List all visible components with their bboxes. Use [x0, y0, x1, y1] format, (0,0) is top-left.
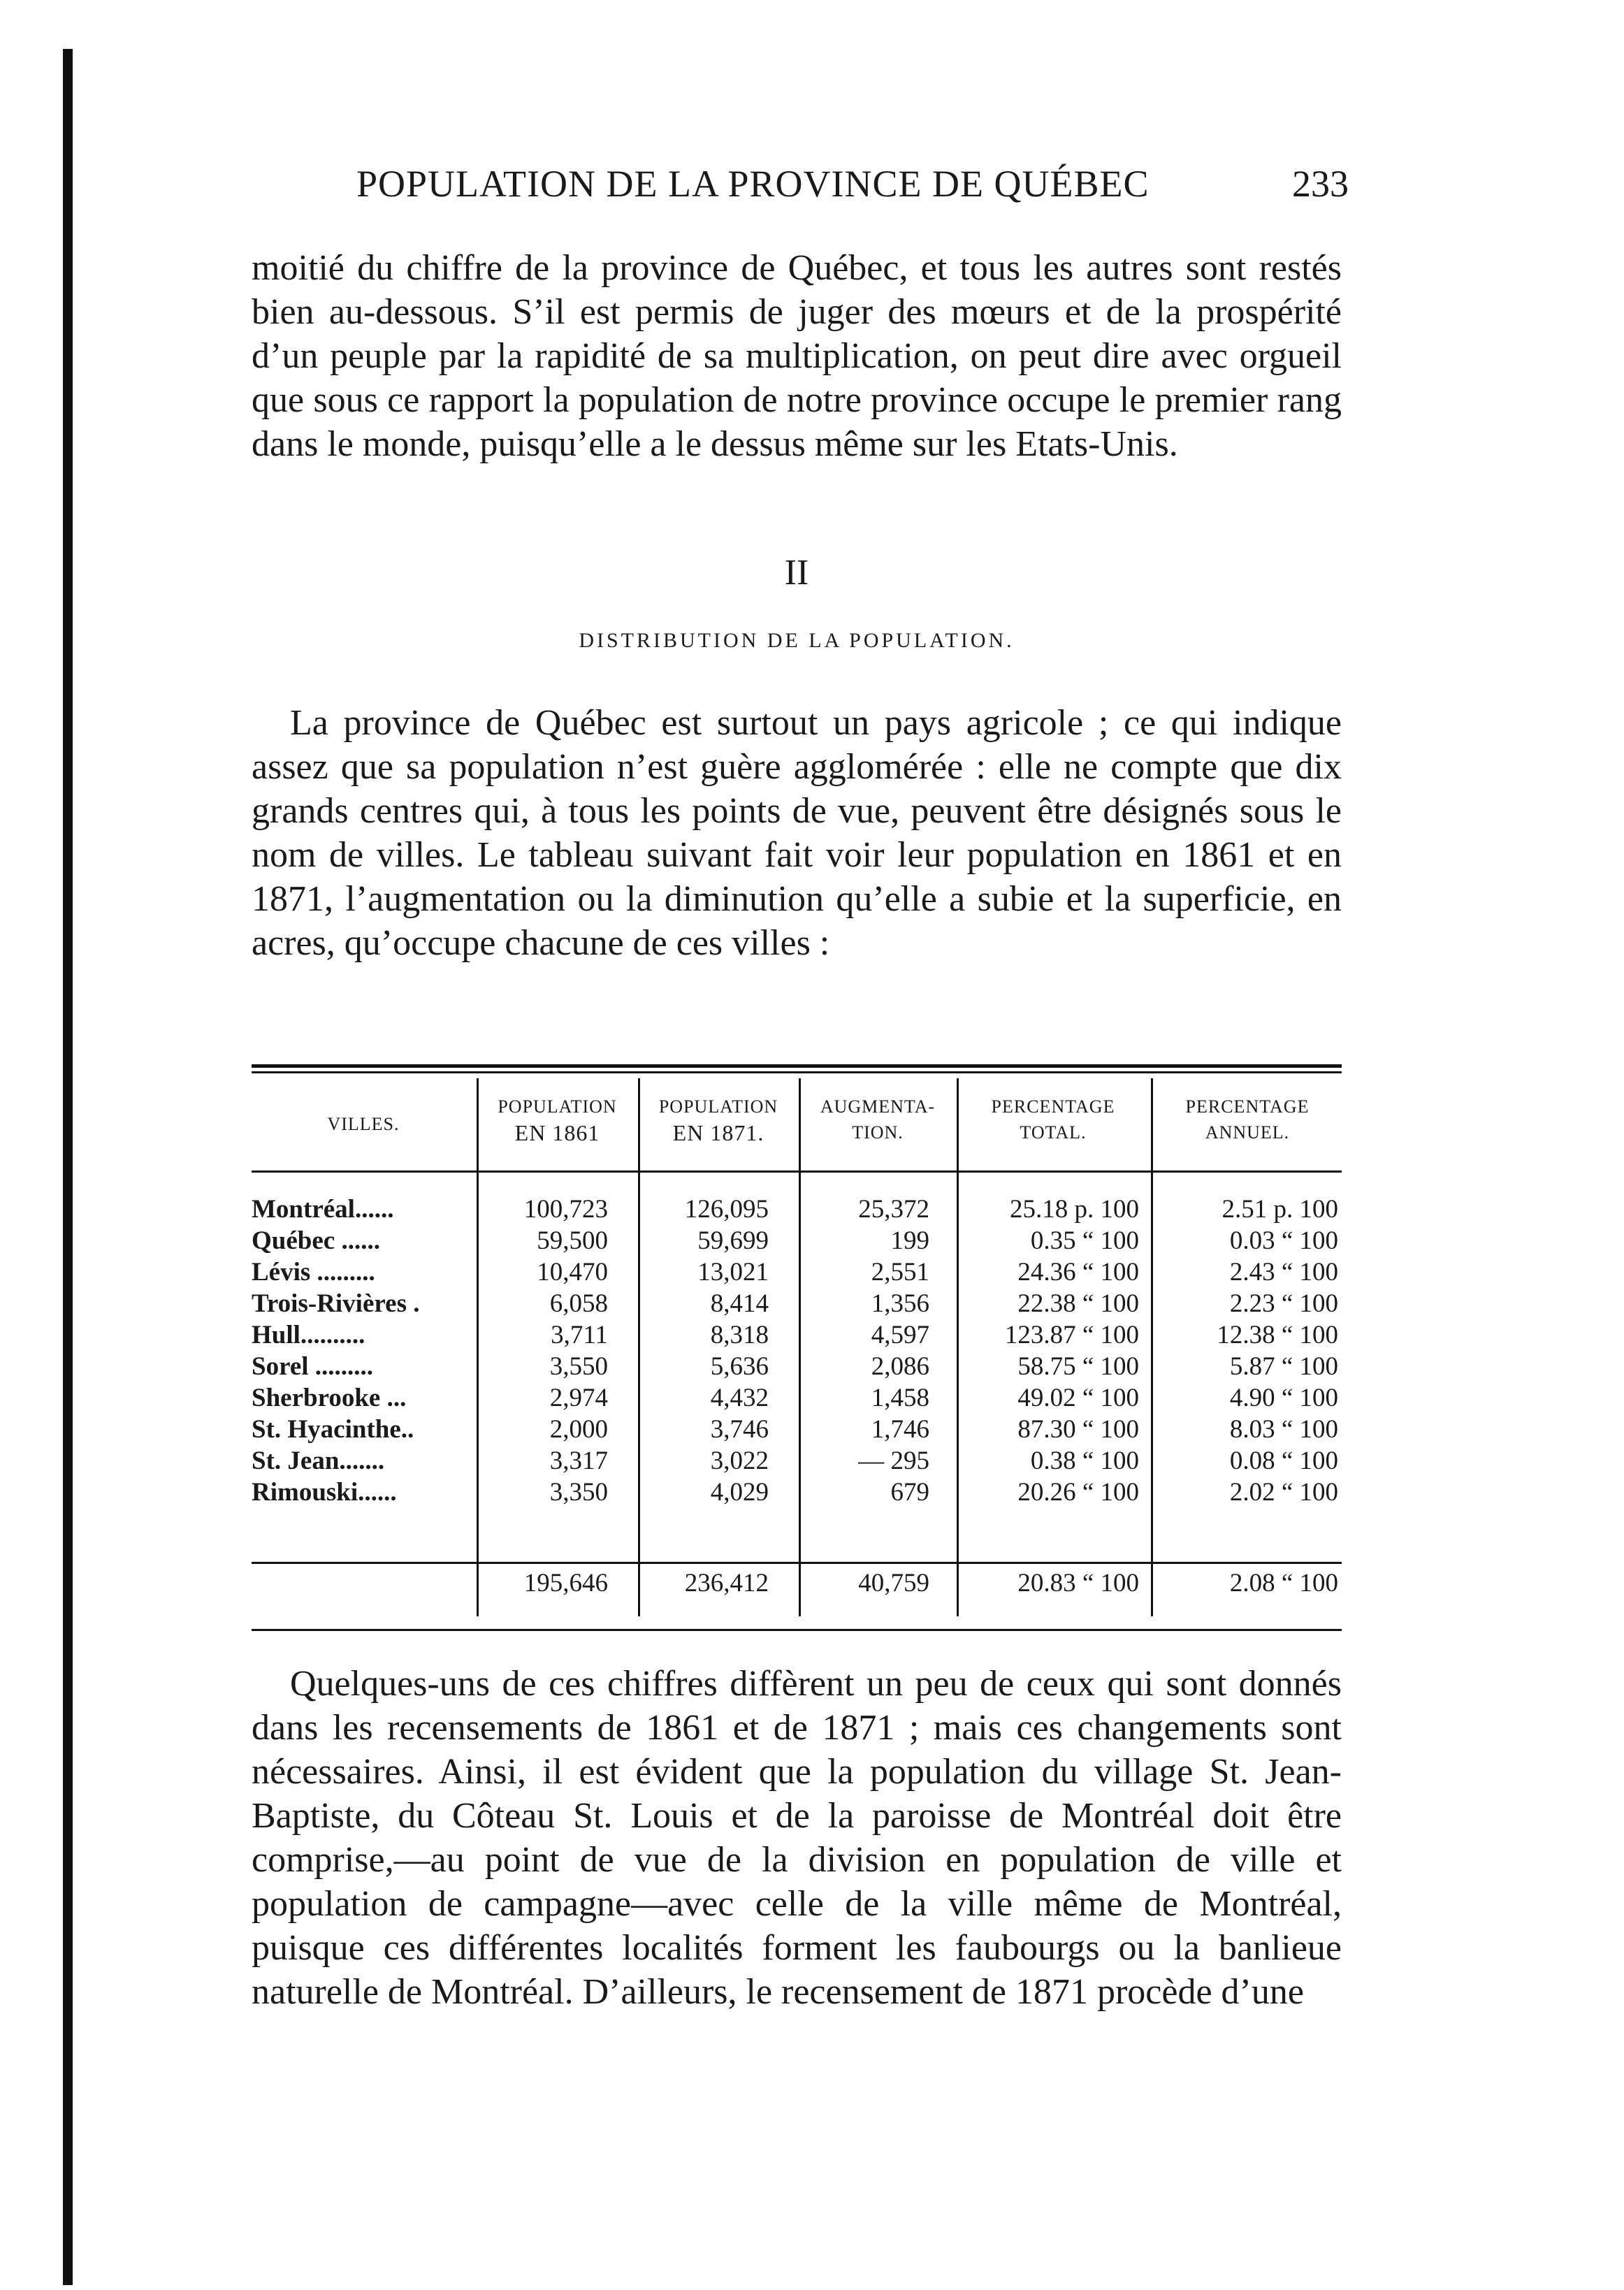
table-bottom-rule [252, 1629, 1342, 1631]
row-pop1861: 59,500 [537, 1226, 608, 1255]
section-title: DISTRIBUTION DE LA POPULATION. [579, 629, 1015, 652]
table-top-rule-2 [252, 1071, 1342, 1073]
row-city: St. Jean....... [252, 1447, 385, 1475]
row-pop1861: 2,974 [549, 1384, 608, 1412]
header-aug-line2: TION. [852, 1122, 904, 1143]
header-pct-total-line2: TOTAL. [1020, 1122, 1087, 1143]
row-pop1861: 3,350 [549, 1478, 608, 1507]
row-city: Québec ...... [252, 1226, 380, 1255]
col-divider [957, 1078, 959, 1616]
row-pct-annual: 2.43 “ 100 [1229, 1258, 1338, 1287]
row-pct-total: 49.02 “ 100 [1017, 1384, 1139, 1412]
col-divider [799, 1078, 801, 1616]
row-pct-total: 24.36 “ 100 [1017, 1258, 1139, 1287]
header-pct-annual-line1: PERCENTAGE [1185, 1096, 1310, 1117]
row-city: Trois-Rivières . [252, 1289, 420, 1318]
col-divider [638, 1078, 640, 1616]
header-pop1871-line1: POPULATION [658, 1096, 778, 1117]
row-city: Lévis ......... [252, 1258, 375, 1287]
row-pct-total: 0.35 “ 100 [1030, 1226, 1139, 1255]
row-pop1861: 3,550 [549, 1352, 608, 1381]
row-pct-total: 22.38 “ 100 [1017, 1289, 1139, 1318]
row-pct-annual: 2.23 “ 100 [1229, 1289, 1338, 1318]
row-pop1871: 126,095 [684, 1195, 769, 1224]
row-pop1861: 100,723 [523, 1195, 608, 1224]
row-pop1871: 4,029 [710, 1478, 769, 1507]
row-augmentation: — 295 [858, 1447, 929, 1475]
row-pct-annual: 0.08 “ 100 [1229, 1447, 1338, 1475]
row-city: Sorel ......... [252, 1352, 374, 1381]
row-pop1871: 59,699 [697, 1226, 769, 1255]
page-number: 233 [1292, 163, 1349, 205]
running-title: POPULATION DE LA PROVINCE DE QUÉBEC [356, 163, 1150, 205]
total-augmentation: 40,759 [858, 1569, 929, 1597]
row-pct-annual: 2.02 “ 100 [1229, 1478, 1338, 1507]
header-aug-line1: AUGMENTA- [820, 1096, 936, 1117]
row-pop1861: 2,000 [549, 1415, 608, 1444]
row-city: Rimouski...... [252, 1478, 397, 1507]
row-augmentation: 2,551 [871, 1258, 929, 1287]
row-pct-total: 0.38 “ 100 [1030, 1447, 1139, 1475]
row-augmentation: 1,458 [871, 1384, 929, 1412]
binding-edge [63, 49, 73, 2285]
row-pop1861: 3,711 [551, 1321, 608, 1349]
row-pct-annual: 5.87 “ 100 [1229, 1352, 1338, 1381]
header-pop1861-line2: EN 1861 [514, 1120, 600, 1145]
row-pop1871: 13,021 [697, 1258, 769, 1287]
row-pct-total: 123.87 “ 100 [1004, 1321, 1139, 1349]
table-top-rule [252, 1064, 1342, 1068]
total-pct-annual: 2.08 “ 100 [1229, 1569, 1338, 1597]
row-pop1871: 5,636 [710, 1352, 769, 1381]
total-pop1861: 195,646 [523, 1569, 608, 1597]
paragraph-notes: Quelques-uns de ces chiffres diffèrent un peu de ceux qui sont donnés dans les recensements de 1861 et de 1871 ; mais ces changements sont nécessaires. Ainsi, il est évident que la population du village St. Jean-Baptiste, du Côteau St. Louis et de la paroisse de Montréal doit être comprise,—au point de vue de la division en population de ville et population de campagne—avec celle de la ville même de Montréal, puisque ces différentes localités forment les faubourgs ou la banlieue naturelle de Montréal. D’ailleurs, le recensement de 1871 procède d’une [252, 1664, 1342, 2012]
row-city: St. Hyacinthe.. [252, 1415, 414, 1444]
section-number: II [784, 553, 809, 593]
row-pop1861: 10,470 [537, 1258, 608, 1287]
row-pct-total: 58.75 “ 100 [1017, 1352, 1139, 1381]
row-city: Sherbrooke ... [252, 1384, 407, 1412]
row-augmentation: 2,086 [871, 1352, 929, 1381]
row-pct-total: 87.30 “ 100 [1017, 1415, 1139, 1444]
row-city: Hull.......... [252, 1321, 365, 1349]
totals-rule [252, 1562, 1342, 1564]
col-divider [1151, 1078, 1153, 1616]
header-pop1871-line2: EN 1871. [672, 1120, 764, 1145]
row-augmentation: 25,372 [858, 1195, 929, 1224]
row-city: Montréal...... [252, 1195, 394, 1224]
total-pct-total: 20.83 “ 100 [1017, 1569, 1139, 1597]
row-pop1871: 4,432 [710, 1384, 769, 1412]
row-pop1861: 3,317 [549, 1447, 608, 1475]
header-rule [252, 1171, 1342, 1173]
page-header [356, 162, 1349, 204]
header-pct-annual-line2: ANNUEL. [1205, 1122, 1290, 1143]
paragraph-distribution: La province de Québec est surtout un pays agricole ; ce qui indique assez que sa population n’est guère agglomérée : elle ne compte que dix grands centres qui, à tous les points de vue, peuvent être désignés sous le nom de villes. Le tableau suivant fait voir leur population en 1861 et en 1871, l’augmentation ou la diminution qu’elle a subie et la superficie, en acres, qu’occupe chacune de ces villes : [252, 703, 1342, 963]
header-pct-total-line1: PERCENTAGE [991, 1096, 1115, 1117]
col-divider [477, 1078, 479, 1616]
row-augmentation: 199 [890, 1226, 929, 1255]
row-pct-total: 20.26 “ 100 [1017, 1478, 1139, 1507]
row-augmentation: 1,746 [871, 1415, 929, 1444]
row-pct-annual: 8.03 “ 100 [1229, 1415, 1338, 1444]
row-pop1861: 6,058 [549, 1289, 608, 1318]
header-villes: VILLES. [327, 1114, 400, 1134]
row-pop1871: 3,022 [710, 1447, 769, 1475]
row-pct-annual: 0.03 “ 100 [1229, 1226, 1338, 1255]
row-pct-annual: 4.90 “ 100 [1229, 1384, 1338, 1412]
row-pct-annual: 2.51 p. 100 [1221, 1195, 1338, 1224]
paragraph-intro: moitié du chiffre de la province de Québec, et tous les autres sont restés bien au-dessous. S’il est permis de juger des mœurs et de la prospérité d’un peuple par la rapidité de sa multiplication, on peut dire avec orgueil que sous ce rapport la population de notre province occupe le premier rang dans le monde, puisqu’elle a le dessus même sur les Etats-Unis. [252, 248, 1342, 464]
total-pop1871: 236,412 [684, 1569, 769, 1597]
row-pct-annual: 12.38 “ 100 [1217, 1321, 1338, 1349]
row-pop1871: 8,318 [710, 1321, 769, 1349]
row-augmentation: 1,356 [871, 1289, 929, 1318]
row-pop1871: 3,746 [710, 1415, 769, 1444]
row-pop1871: 8,414 [710, 1289, 769, 1318]
row-augmentation: 4,597 [871, 1321, 929, 1349]
row-augmentation: 679 [890, 1478, 929, 1507]
row-pct-total: 25.18 p. 100 [1010, 1195, 1139, 1224]
header-pop1861-line1: POPULATION [498, 1096, 617, 1117]
